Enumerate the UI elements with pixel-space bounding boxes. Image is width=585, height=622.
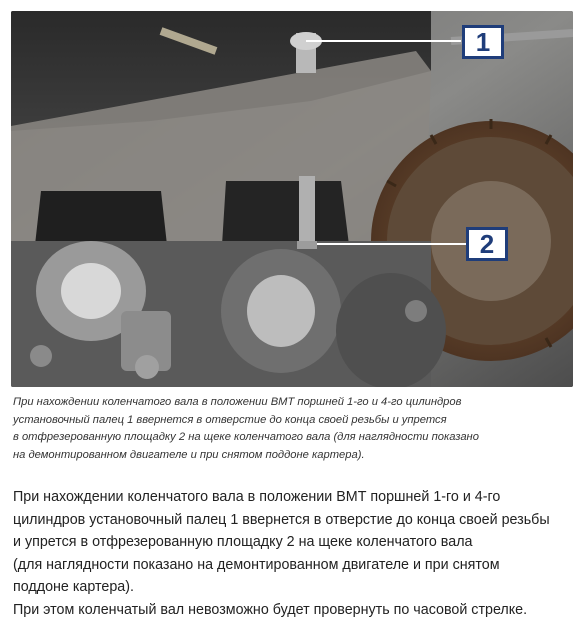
callout-label-2: 2 bbox=[466, 227, 508, 261]
engine-illustration bbox=[11, 11, 573, 387]
caption-line: в отфрезерованную площадку 2 на щеке коленчатого вала (для наглядности показано bbox=[13, 431, 479, 443]
body-line: и упрется в отфрезерованную площадку 2 на щеке коленчатого вала bbox=[13, 534, 473, 551]
image-caption bbox=[13, 394, 573, 464]
callout-label-1: 1 bbox=[462, 25, 504, 59]
caption-line: При нахождении коленчатого вала в положении ВМТ поршней 1-го и 4-го цилиндров bbox=[13, 396, 462, 408]
body-line: При нахождении коленчатого вала в положении ВМТ поршней 1-го и 4-го bbox=[13, 489, 501, 505]
crankshaft bbox=[11, 241, 446, 387]
body-line: поддоне картера). bbox=[13, 579, 134, 596]
locating-pin bbox=[297, 176, 317, 249]
body-line: При этом коленчатый вал невозможно будет провернуть по часовой стрелке. bbox=[13, 601, 528, 618]
caption-line: установочный палец 1 ввернется в отверстие до конца своей резьбы и упрется bbox=[13, 413, 447, 426]
body-paragraph bbox=[13, 486, 583, 622]
body-line: (для наглядности показано на демонтированном двигателе и при снятом bbox=[13, 556, 500, 573]
body-line: цилиндров установочный палец 1 ввернется в отверстие до конца своей резьбы bbox=[13, 511, 550, 528]
caption-line: на демонтированном двигателе и при снятом поддоне картера). bbox=[13, 448, 365, 461]
engine-crankshaft-photo bbox=[11, 11, 573, 387]
